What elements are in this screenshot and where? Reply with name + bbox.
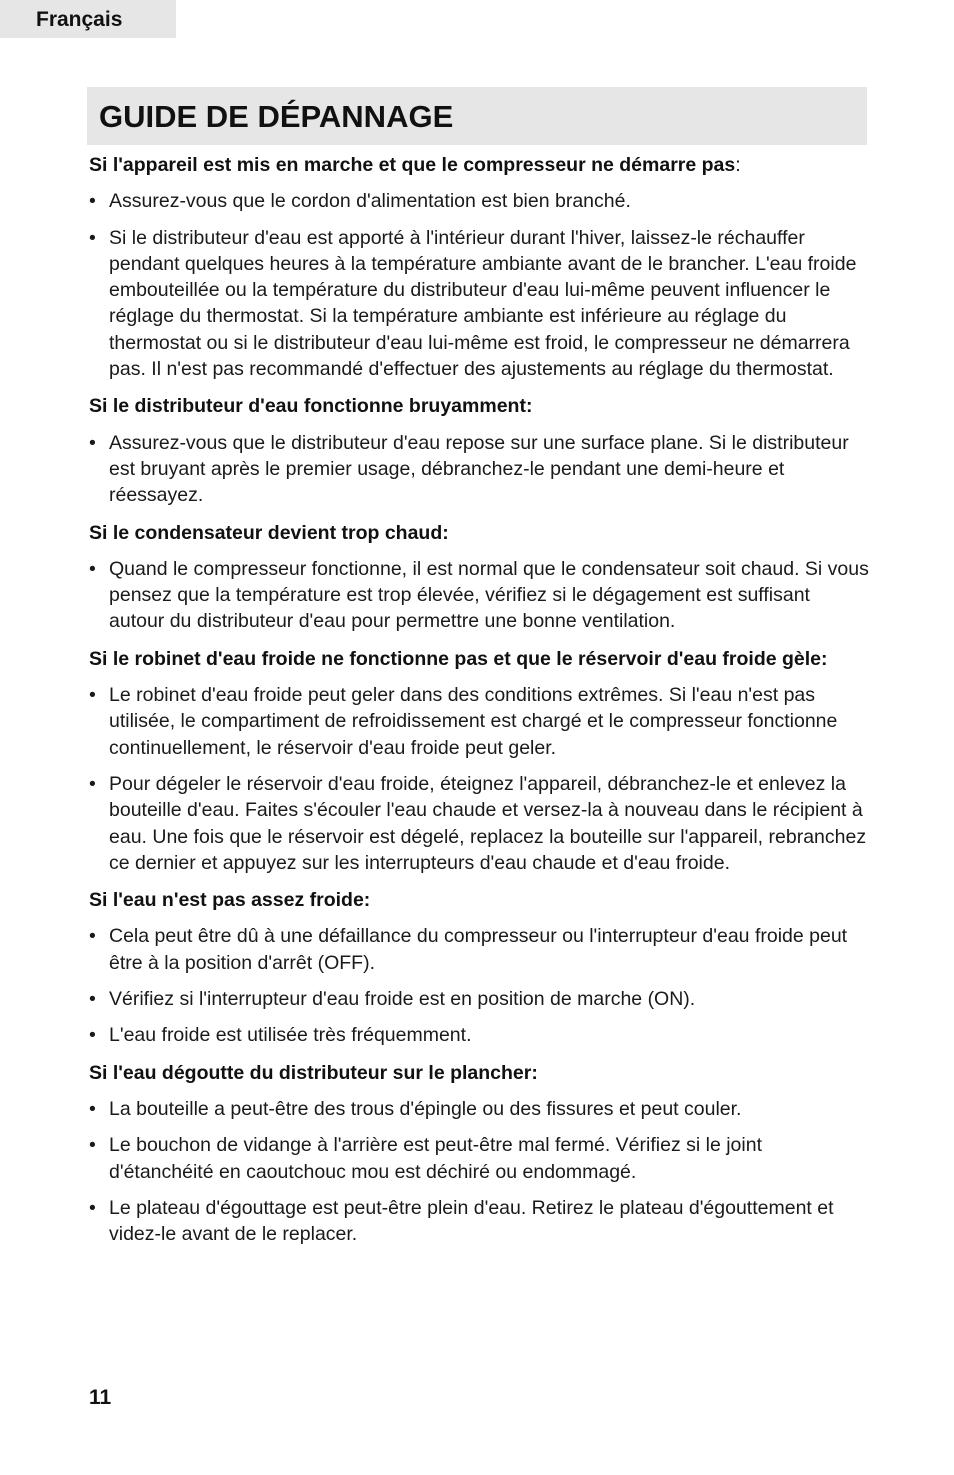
bullet-icon: • [89, 557, 96, 580]
list-item-text: L'eau froide est utilisée très fréquemment. [109, 1024, 472, 1047]
section-list [89, 1096, 869, 1247]
list-item-text: Assurez-vous que le distributeur d'eau repose sur une surface plane. Si le distributeur est bruyant après le premier usage, débranchez-le pendant une demi-heure et réessayez. [109, 431, 849, 507]
bullet-icon: • [89, 431, 96, 454]
section-heading: Si le distributeur d'eau fonctionne bruyamment: [89, 395, 533, 418]
section-heading-text: Si l'appareil est mis en marche et que le compresseur ne démarre pas [89, 154, 736, 176]
list-item [89, 1132, 869, 1185]
bullet-icon: • [89, 988, 96, 1011]
page-number: 11 [89, 1386, 112, 1409]
list-item [89, 923, 869, 976]
list-item-text: Cela peut être dû à une défaillance du compresseur ou l'interrupteur d'eau froide peut être à la position d'arrêt (OFF). [109, 925, 848, 974]
troubleshooting-content [89, 152, 869, 1247]
list-item [89, 1195, 869, 1248]
bullet-icon: • [89, 925, 96, 948]
section-list [89, 556, 869, 635]
section-noisy-operation [89, 393, 869, 508]
section-heading: Si l'eau dégoutte du distributeur sur le plancher: [89, 1061, 538, 1084]
list-item [89, 771, 869, 876]
section-list [89, 188, 869, 382]
list-item-text: Le robinet d'eau froide peut geler dans des conditions extrêmes. Si l'eau n'est pas utilisée, le compartiment de refroidissement est chargé et le compresseur fonctionne continuellement, le réservoir d'eau froide peut geler. [109, 684, 838, 759]
language-label: Français [0, 0, 176, 38]
bullet-icon: • [89, 190, 96, 213]
list-item-text: Le bouchon de vidange à l'arrière est peut-être mal fermé. Vérifiez si le joint d'étanchéité en caoutchouc mou est déchiré ou endommagé. [109, 1134, 762, 1183]
section-heading-suffix: : [735, 154, 741, 176]
list-item [89, 682, 869, 761]
page-title: GUIDE DE DÉPANNAGE [87, 87, 867, 145]
bullet-icon: • [89, 1196, 96, 1219]
section-water-not-cold [89, 887, 869, 1048]
list-item [89, 986, 869, 1012]
list-item-text: Quand le compresseur fonctionne, il est normal que le condensateur soit chaud. Si vous pensez que la température est trop élevée, vérifiez si le dégagement est suffisant autour du distributeur d'eau pour permettre une bonne ventilation. [109, 557, 869, 633]
section-heading: Si le robinet d'eau froide ne fonctionne pas et que le réservoir d'eau froide gèle: [89, 647, 828, 670]
section-water-dripping [89, 1060, 869, 1248]
list-item [89, 1022, 869, 1048]
section-cold-faucet-frozen [89, 646, 869, 876]
section-list [89, 682, 869, 876]
bullet-icon: • [89, 772, 96, 795]
list-item [89, 1096, 869, 1122]
list-item-text: Vérifiez si l'interrupteur d'eau froide est en position de marche (ON). [109, 988, 696, 1011]
list-item [89, 225, 869, 383]
list-item-text: Le plateau d'égouttage est peut-être plein d'eau. Retirez le plateau d'égouttement et videz-le avant de le replacer. [109, 1196, 834, 1246]
list-item [89, 430, 869, 509]
section-heading [89, 152, 869, 178]
list-item [89, 188, 869, 214]
list-item-text: Pour dégeler le réservoir d'eau froide, éteignez l'appareil, débranchez-le et enlevez la bouteille d'eau. Faites s'écouler l'eau chaude et versez-la à nouveau dans le récipient à eau. Une fois que le réservoir est dégelé, replacez la bouteille sur l'appareil, rebranchez ce dernier et appuyez sur les interrupteurs d'eau chaude et d'eau froide. [109, 772, 867, 874]
section-compressor-not-starting [89, 152, 869, 382]
bullet-icon: • [89, 1097, 96, 1120]
bullet-icon: • [89, 226, 96, 249]
section-heading: Si l'eau n'est pas assez froide: [89, 889, 371, 912]
bullet-icon: • [89, 1024, 96, 1047]
list-item-text: Assurez-vous que le cordon d'alimentation est bien branché. [109, 190, 631, 213]
bullet-icon: • [89, 684, 96, 707]
section-list [89, 923, 869, 1048]
list-item-text: Si le distributeur d'eau est apporté à l'intérieur durant l'hiver, laissez-le réchauffer pendant quelques heures à la température ambiante avant de le brancher. L'eau froide embouteillée ou la température du distributeur d'eau lui-même peuvent influencer le réglage du thermostat. Si la température ambiante est inférieure au réglage du thermostat ou si le distributeur d'eau lui-même est froid, le compresseur ne démarrera pas. Il n'est pas recommandé d'effectuer des ajustements au réglage du thermostat. [109, 226, 857, 381]
list-item-text: La bouteille a peut-être des trous d'épingle ou des fissures et peut couler. [109, 1097, 742, 1120]
section-list [89, 430, 869, 509]
section-condenser-hot [89, 520, 869, 635]
list-item [89, 556, 869, 635]
section-heading: Si le condensateur devient trop chaud: [89, 521, 449, 544]
bullet-icon: • [89, 1134, 96, 1157]
